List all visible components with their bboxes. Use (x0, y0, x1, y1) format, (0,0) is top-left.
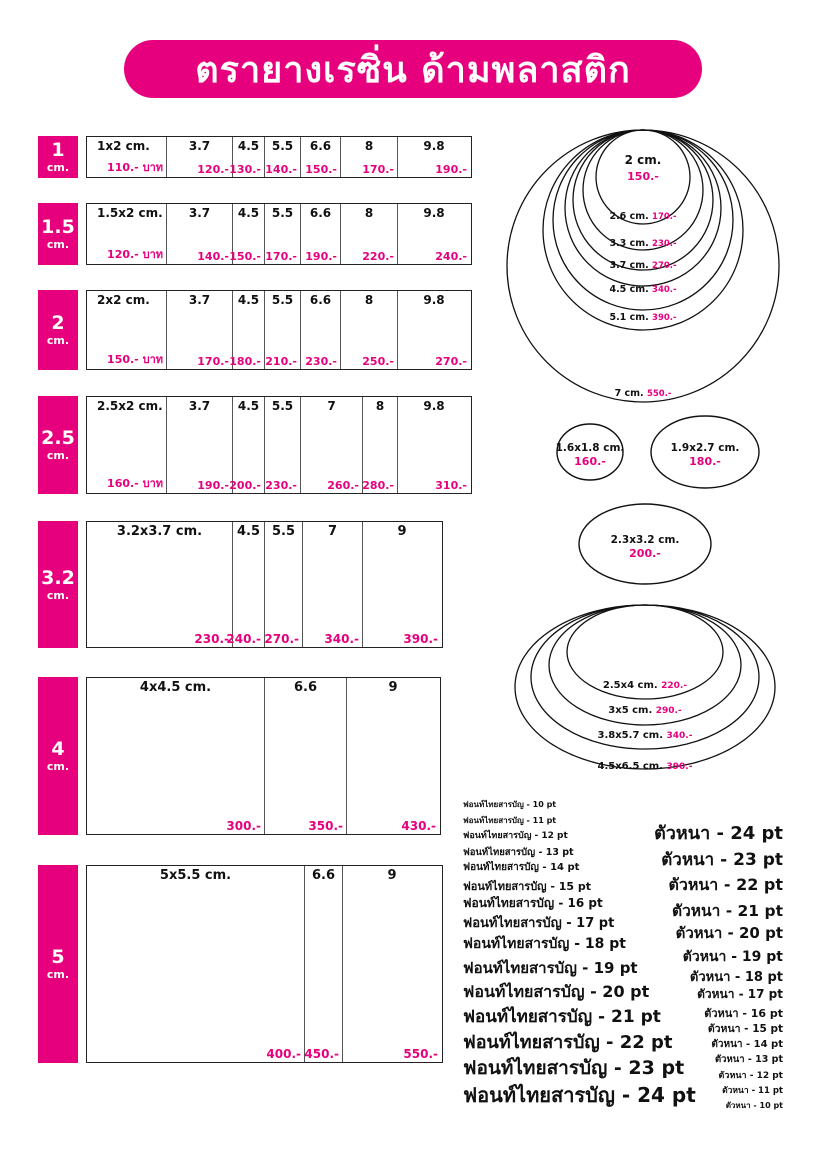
stamp-dimension: 6.6 (309, 293, 332, 307)
stamp-price: 120.- บาท (107, 248, 163, 261)
stamp-price: 160.- บาท (107, 477, 163, 490)
stamp-dimension: 4.5 (237, 293, 260, 307)
font-sample-regular: ฟอนท์ไทยสารบัญ - 20 pt (463, 982, 650, 1001)
stamp-dimension: 5.5 (271, 293, 294, 307)
size-tab-number: 2.5 (41, 427, 75, 449)
font-sample-regular: ฟอนท์ไทยสารบัญ - 10 pt (463, 800, 557, 809)
oval-stamp-price: 160.- (574, 455, 606, 468)
stamp-dimension: 9.8 (423, 206, 445, 220)
round-stamp-label: 3.7 cm. 270.- (609, 260, 677, 271)
stamp-price: 170.- (362, 163, 394, 176)
stamp-dimension: 4.5 (237, 139, 260, 153)
stamp-price: 280.- (362, 479, 394, 492)
font-sample-regular: ฟอนท์ไทยสารบัญ - 21 pt (463, 1007, 661, 1027)
stamp-price: 270.- (264, 632, 299, 646)
stamp-price: 150.- บาท (107, 353, 163, 366)
round-stamp-label: 3.3 cm. 230.- (609, 238, 677, 249)
stamp-dimension: 6.6 (309, 139, 332, 153)
stamp-dimension: 2.5x2 cm. (97, 399, 163, 413)
stamp-price: 250.- (362, 355, 394, 368)
stamp-dimension: 9 (397, 524, 407, 539)
oval-stamp-label: 1.9x2.7 cm. (670, 442, 740, 454)
stamp-price: 180.- (229, 355, 261, 368)
stamp-price: 400.- (266, 1047, 301, 1061)
round-stamp-label: 7 cm. 550.- (614, 388, 672, 399)
stamp-price: 200.- (229, 479, 261, 492)
stamp-price: 430.- (401, 819, 436, 833)
stamp-dimension: 9.8 (423, 293, 445, 307)
oval-stamp-price: 180.- (689, 455, 721, 468)
oval-stamp-price: 200.- (629, 547, 661, 560)
size-tab-unit: cm. (46, 760, 70, 773)
size-tab-number: 4 (51, 738, 65, 760)
round-stamp-label: 2.6 cm. 170.- (609, 211, 677, 222)
stamp-dimension: 9 (387, 868, 397, 883)
stamp-price: 150.- (305, 163, 337, 176)
font-sample-bold: ตัวหนา - 14 pt (711, 1039, 783, 1050)
nested-oval-stamp-label: 3x5 cm. 290.- (608, 705, 682, 716)
stamp-price: 230.- (305, 355, 337, 368)
font-sample-regular: ฟอนท์ไทยสารบัญ - 15 pt (463, 880, 592, 893)
stamp-dimension: 3.2x3.7 cm. (116, 524, 203, 539)
stamp-dimension: 4.5 (237, 206, 260, 220)
font-sample-bold: ตัวหนา - 12 pt (718, 1071, 783, 1081)
stamp-dimension: 6.6 (311, 868, 336, 883)
stamp-dimension: 4.5 (237, 399, 260, 413)
stamp-price: 190.- (197, 479, 229, 492)
stamp-dimension: 5.5 (271, 139, 294, 153)
font-sample-bold: ตัวหนา - 11 pt (722, 1086, 783, 1096)
stamp-price: 190.- (305, 250, 337, 263)
stamp-dimension: 5.5 (271, 206, 294, 220)
stamp-price: 170.- (265, 250, 297, 263)
stamp-dimension: 3.7 (188, 399, 211, 413)
stamp-price: 300.- (226, 819, 261, 833)
stamp-dimension: 1.5x2 cm. (97, 206, 163, 220)
stamp-dimension: 7 (327, 524, 338, 539)
font-sample-bold: ตัวหนา - 13 pt (714, 1054, 783, 1065)
font-sample-regular: ฟอนท์ไทยสารบัญ - 14 pt (463, 862, 580, 873)
font-sample-bold: ตัวหนา - 23 pt (661, 850, 783, 870)
stamp-price: 140.- (197, 250, 229, 263)
stamp-price: 270.- (435, 355, 467, 368)
font-sample-bold: ตัวหนา - 18 pt (689, 970, 783, 985)
stamp-price: 130.- (229, 163, 261, 176)
stamp-price: 450.- (304, 1047, 339, 1061)
font-sample-regular: ฟอนท์ไทยสารบัญ - 18 pt (463, 936, 626, 952)
font-sample-bold: ตัวหนา - 22 pt (668, 875, 783, 894)
font-sample-regular: ฟอนท์ไทยสารบัญ - 12 pt (463, 831, 568, 841)
font-sample-regular: ฟอนท์ไทยสารบัญ - 13 pt (463, 847, 574, 858)
stamp-dimension: 8 (364, 139, 374, 153)
stamp-price: 150.- (229, 250, 261, 263)
stamp-price: 260.- (327, 479, 359, 492)
stamp-price: 220.- (362, 250, 394, 263)
stamp-dimension: 9.8 (423, 139, 445, 153)
nested-oval-stamp-label: 2.5x4 cm. 220.- (602, 680, 688, 691)
stamp-dimension: 5.5 (271, 399, 294, 413)
stamp-dimension: 4.5 (236, 524, 261, 539)
stamp-price: 110.- บาท (107, 161, 163, 174)
stamp-price: 550.- (403, 1047, 438, 1061)
size-tab-number: 1.5 (41, 216, 75, 238)
stamp-dimension: 3.7 (188, 139, 211, 153)
stamp-dimension: 4x4.5 cm. (139, 680, 212, 695)
nested-oval-stamp-label: 4.5x6.5 cm. 390.- (597, 761, 693, 772)
stamp-price: 170.- (197, 355, 229, 368)
font-sample-regular: ฟอนท์ไทยสารบัญ - 24 pt (463, 1083, 696, 1107)
font-sample-regular: ฟอนท์ไทยสารบัญ - 23 pt (463, 1057, 685, 1079)
size-tab-number: 5 (51, 946, 65, 968)
stamp-price: 230.- (194, 632, 229, 646)
stamp-price: 230.- (265, 479, 297, 492)
round-stamp-label: 2 cm. (624, 153, 662, 167)
size-tab-unit: cm. (46, 161, 70, 174)
stamp-price: 390.- (403, 632, 438, 646)
stamp-price: 240.- (435, 250, 467, 263)
size-tab-unit: cm. (46, 968, 70, 981)
size-tab-number: 1 (51, 139, 65, 161)
font-sample-bold: ตัวหนา - 20 pt (675, 924, 783, 942)
stamp-price: 120.- (197, 163, 229, 176)
stamp-dimension: 8 (364, 293, 374, 307)
stamp-price: 340.- (324, 632, 359, 646)
stamp-dimension: 9 (388, 680, 398, 695)
stamp-dimension: 5.5 (271, 524, 296, 539)
stamp-dimension: 7 (327, 399, 336, 413)
oval-stamp-label: 1.6x1.8 cm. (555, 442, 625, 454)
font-sample-regular: ฟอนท์ไทยสารบัญ - 11 pt (463, 816, 557, 825)
stamp-dimension: 6.6 (293, 680, 318, 695)
font-sample-bold: ตัวหนา - 10 pt (725, 1101, 783, 1110)
font-sample-bold: ตัวหนา - 19 pt (682, 949, 783, 965)
stamp-price: 310.- (435, 479, 467, 492)
font-sample-regular: ฟอนท์ไทยสารบัญ - 17 pt (463, 916, 615, 931)
round-stamp-label: 5.1 cm. 390.- (609, 312, 677, 323)
stamp-price: 190.- (435, 163, 467, 176)
font-sample-bold: ตัวหนา - 17 pt (697, 987, 783, 1001)
stamp-dimension: 9.8 (423, 399, 445, 413)
font-sample-bold: ตัวหนา - 16 pt (704, 1007, 783, 1020)
size-tab-unit: cm. (46, 238, 70, 251)
stamp-dimension: 8 (375, 399, 385, 413)
page-title: ตรายางเรซิ่น ด้ามพลาสติก (124, 40, 702, 98)
stamp-dimension: 5x5.5 cm. (159, 868, 232, 883)
font-sample-bold: ตัวหนา - 21 pt (672, 902, 783, 920)
size-tab-number: 2 (51, 312, 65, 334)
size-tab-unit: cm. (46, 334, 70, 347)
size-tab-unit: cm. (46, 588, 70, 602)
stamp-dimension: 1x2 cm. (97, 139, 150, 153)
stamp-dimension: 3.7 (188, 206, 211, 220)
size-tab-number: 3.2 (41, 566, 75, 589)
size-tab-unit: cm. (46, 449, 70, 462)
font-sample-regular: ฟอนท์ไทยสารบัญ - 19 pt (463, 959, 638, 977)
round-stamp-label: 4.5 cm. 340.- (609, 284, 677, 295)
font-sample-bold: ตัวหนา - 24 pt (654, 823, 783, 844)
font-sample-regular: ฟอนท์ไทยสารบัญ - 22 pt (463, 1032, 673, 1053)
stamp-price: 350.- (308, 819, 343, 833)
oval-stamp-label: 2.3x3.2 cm. (610, 534, 680, 546)
stamp-dimension: 2x2 cm. (97, 293, 150, 307)
nested-oval-stamp-label: 3.8x5.7 cm. 340.- (597, 730, 693, 741)
stamp-price: 240.- (226, 632, 261, 646)
stamp-price: 140.- (265, 163, 297, 176)
round-stamp-price: 150.- (627, 170, 659, 183)
font-sample-regular: ฟอนท์ไทยสารบัญ - 16 pt (463, 896, 603, 910)
stamp-dimension: 6.6 (309, 206, 332, 220)
stamp-dimension: 3.7 (188, 293, 211, 307)
stamp-price: 210.- (265, 355, 297, 368)
font-sample-bold: ตัวหนา - 15 pt (707, 1023, 783, 1035)
stamp-dimension: 8 (364, 206, 374, 220)
